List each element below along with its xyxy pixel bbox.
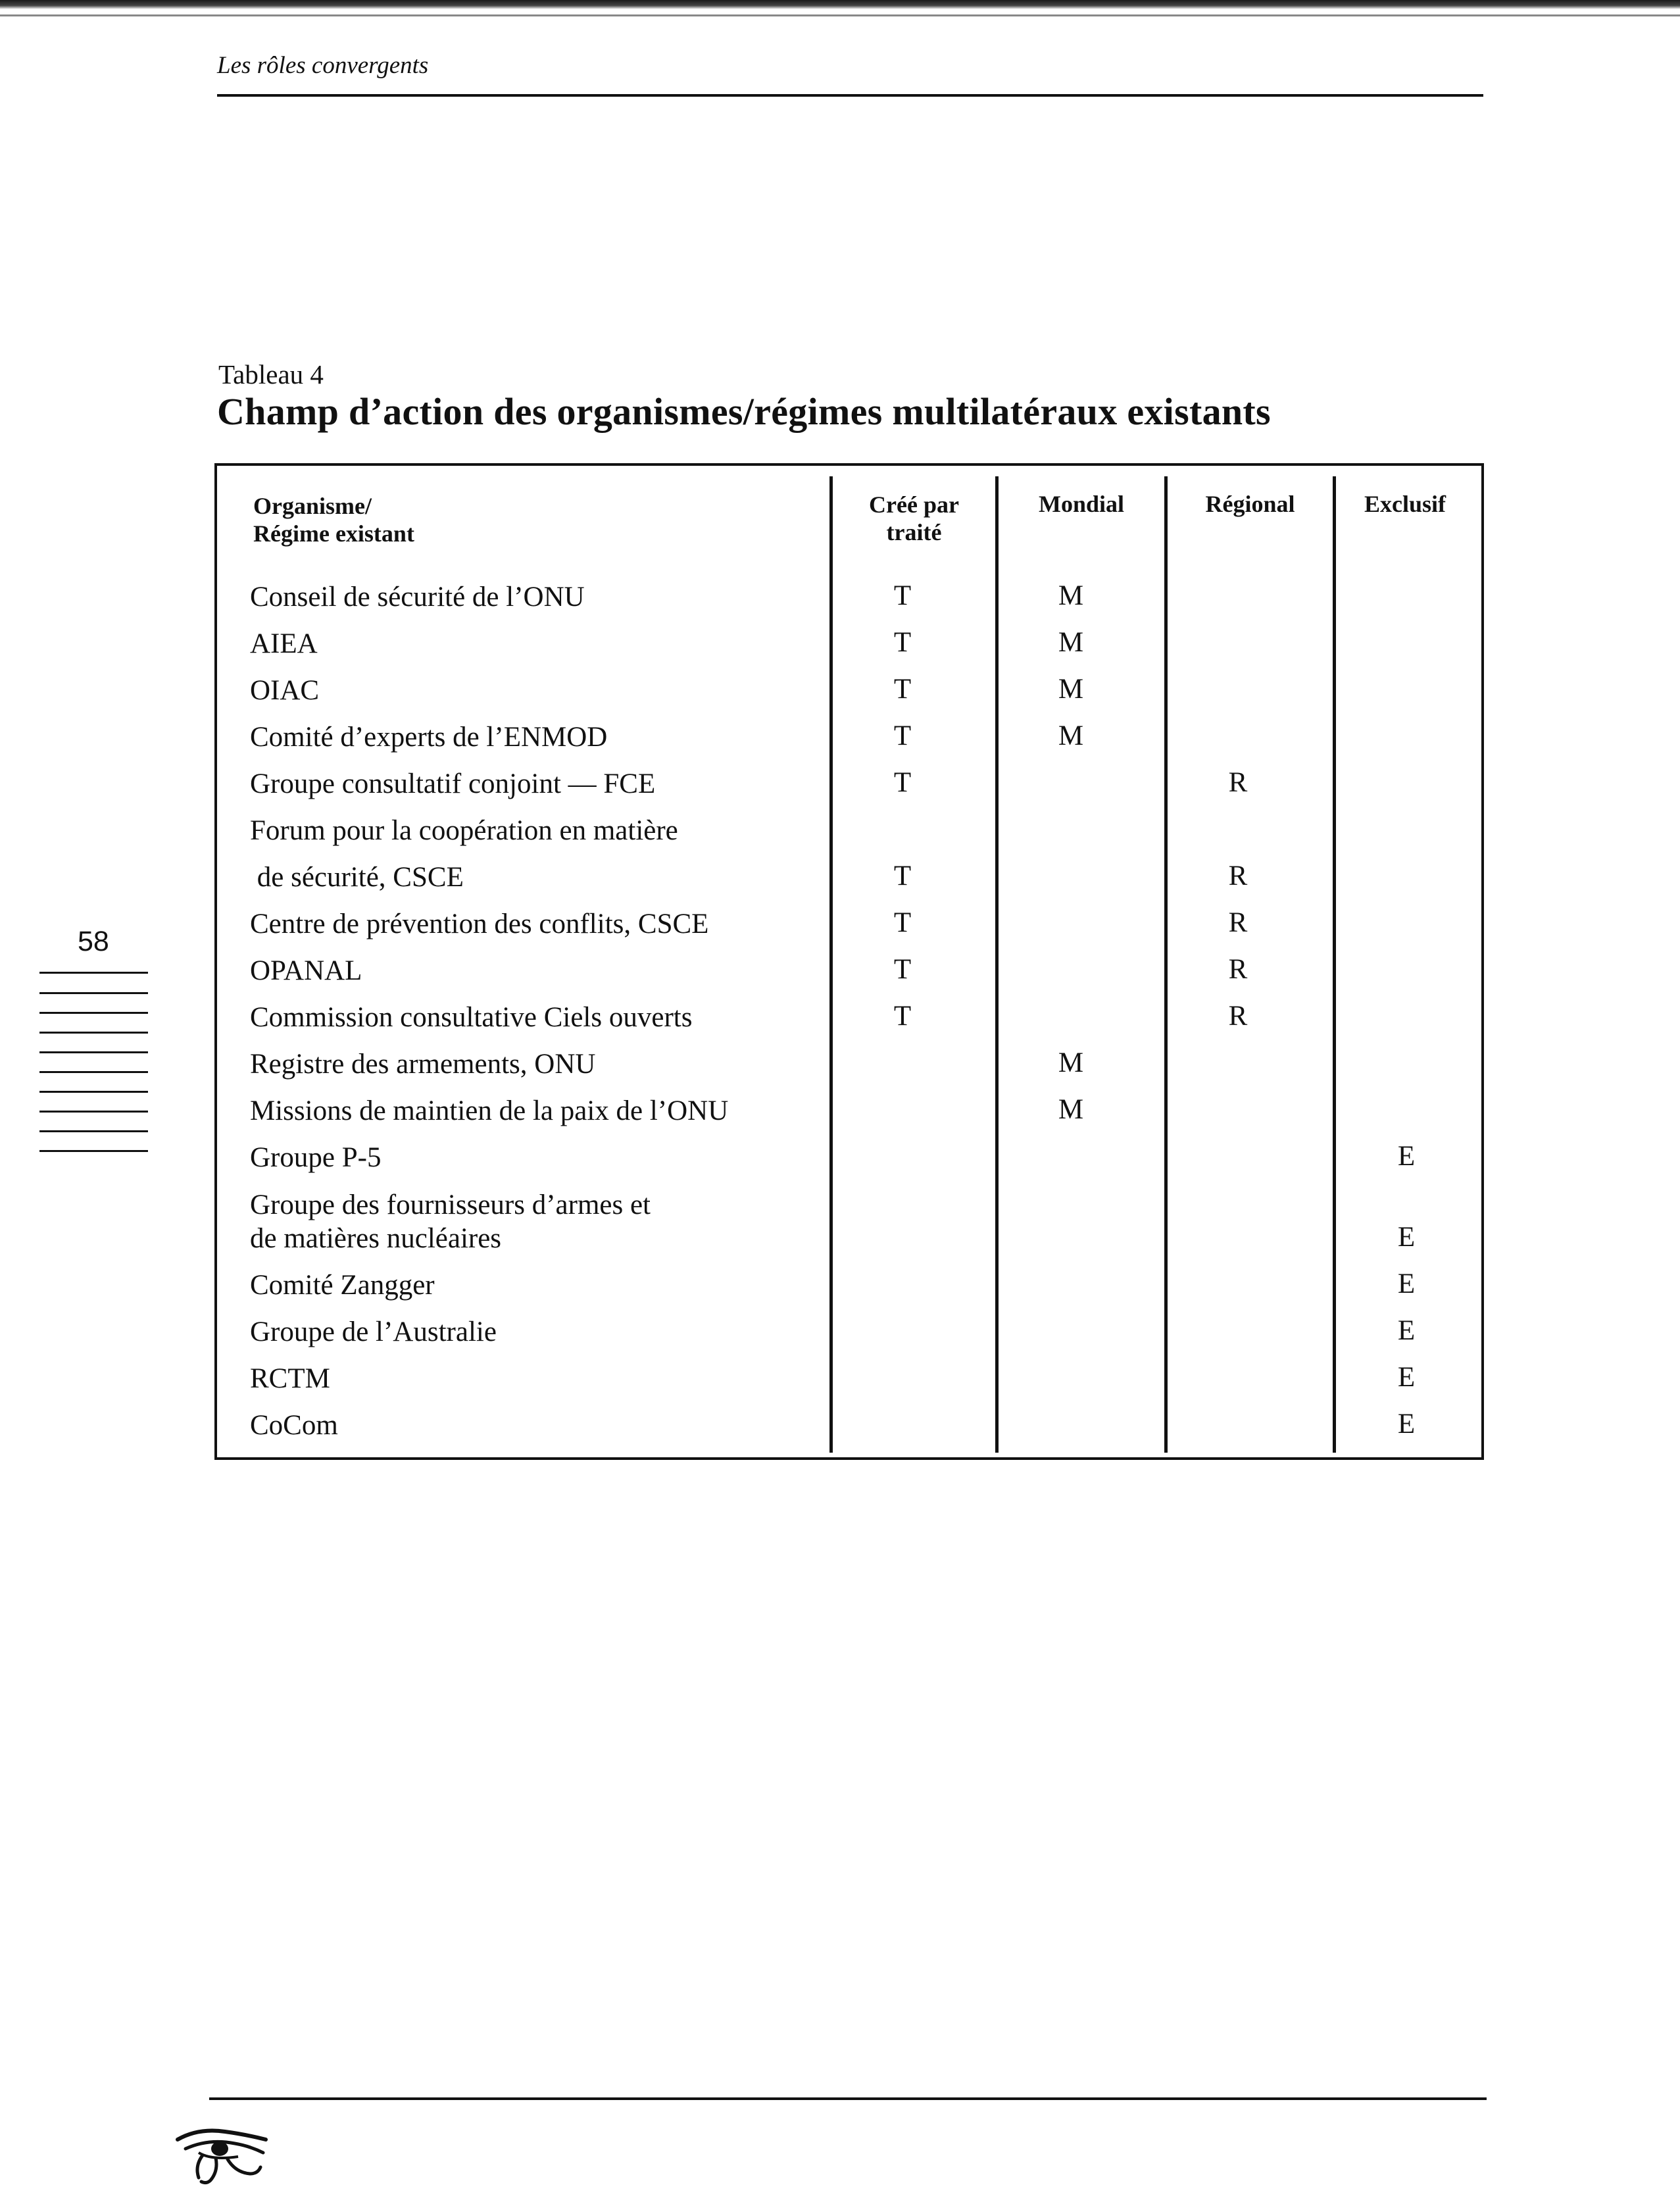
cell-treaty: T [893,720,912,751]
cell-exclusive: E [1397,1222,1416,1253]
margin-rule [39,1150,148,1152]
margin-rule [39,1130,148,1132]
cell-regional: R [1228,907,1248,938]
cell-exclusive: E [1397,1362,1416,1393]
cell-regional: R [1228,1001,1248,1032]
table-title: Champ d’action des organismes/régimes multilatéraux existants [217,390,1271,433]
table-row-name: OIAC [250,675,320,706]
cell-treaty: T [893,907,912,938]
cell-exclusive: E [1397,1315,1416,1346]
cell-regional: R [1228,954,1248,985]
footer-rule [209,2097,1487,2100]
column-header-organism [253,492,414,547]
column-header-organism-line2: Régime existant [253,520,414,547]
table-row-name: AIEA [250,628,318,659]
cell-treaty: T [893,954,912,985]
cell-exclusive: E [1397,1268,1416,1299]
table-row-name: Groupe consultatif conjoint — FCE [250,768,656,799]
column-divider [1333,476,1336,1453]
table-row-name: OPANAL [250,955,362,986]
margin-rule [39,992,148,994]
table-row-name: Groupe P-5 [250,1142,382,1173]
cell-regional: R [1228,767,1248,798]
scan-edge [0,0,1680,9]
cell-treaty: T [893,1001,912,1032]
cell-treaty: T [893,580,912,611]
eye-of-horus-logo-icon [172,2120,271,2186]
table-row-name: Groupe de l’Australie [250,1316,497,1347]
column-divider [1164,476,1168,1453]
cell-global: M [1058,580,1084,611]
table-row-name-line1: Forum pour la coopération en matière [250,815,678,846]
column-header-exclusive: Exclusif [1364,491,1446,517]
cell-treaty: T [893,861,912,891]
cell-treaty: T [893,767,912,798]
column-header-organism-line1: Organisme/ [253,493,372,519]
header-rule [217,94,1483,97]
table-row-name-line1: Groupe des fournisseurs d’armes et [250,1190,651,1220]
column-header-regional: Régional [1205,491,1295,517]
margin-rule [39,1032,148,1034]
cell-global: M [1058,720,1084,751]
column-header-treaty-line1: Créé par [869,491,959,518]
margin-rule [39,1071,148,1073]
cell-global: M [1058,1047,1084,1078]
table-row-name-line2: de sécurité, CSCE [250,862,464,893]
margin-rule [39,1091,148,1093]
margin-rule [39,1051,148,1053]
cell-global: M [1058,674,1084,705]
column-divider [829,476,833,1453]
margin-rule [39,1012,148,1014]
table-row-name: Commission consultative Ciels ouverts [250,1002,693,1033]
table-row-name: Comité Zangger [250,1270,435,1301]
cell-global: M [1058,1094,1084,1125]
page-number: 58 [78,926,109,957]
table-row-name: Registre des armements, ONU [250,1049,596,1080]
cell-global: M [1058,627,1084,658]
table-row-name-line2: de matières nucléaires [250,1223,502,1254]
cell-treaty: T [893,627,912,658]
cell-exclusive: E [1397,1141,1416,1172]
table-label: Tableau 4 [218,359,324,389]
table-row-name: Conseil de sécurité de l’ONU [250,582,585,613]
table-row-name: Comité d’experts de l’ENMOD [250,722,608,753]
column-header-treaty [833,491,995,546]
table-row-name: CoCom [250,1410,338,1441]
column-header-treaty-line2: traité [886,519,942,545]
table-row-name: Missions de maintien de la paix de l’ONU [250,1095,729,1126]
cell-regional: R [1228,861,1248,891]
table-row-name: RCTM [250,1363,330,1394]
cell-treaty: T [893,674,912,705]
margin-rule [39,1111,148,1113]
cell-exclusive: E [1397,1409,1416,1440]
running-head: Les rôles convergents [217,52,429,79]
column-header-global: Mondial [1038,491,1125,517]
scan-edge-line [0,14,1680,16]
margin-rule [39,972,148,974]
column-divider [995,476,999,1453]
table-row-name: Centre de prévention des conflits, CSCE [250,909,709,939]
